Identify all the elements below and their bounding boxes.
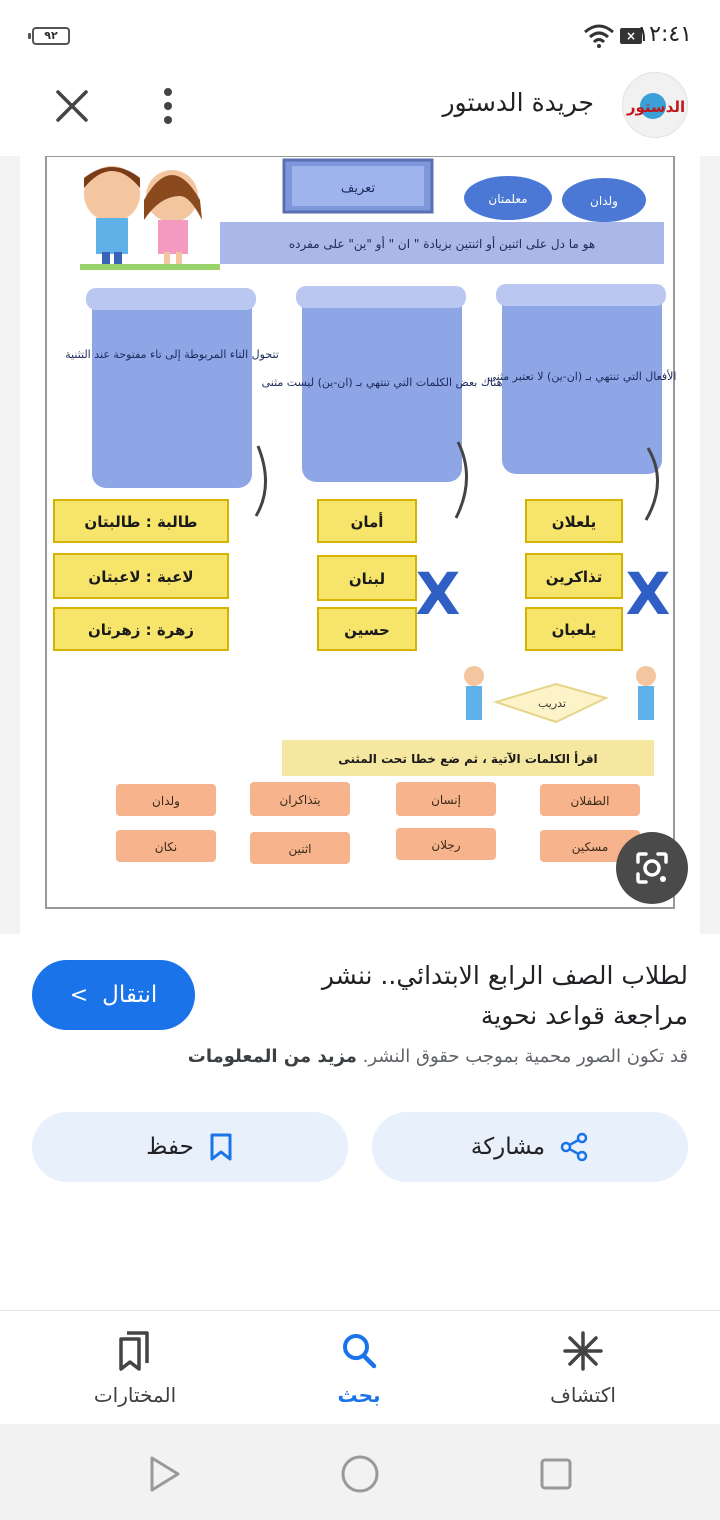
exercise-instruction: اقرأ الكلمات الآتية ، ثم ضع خطا تحت المثنى	[338, 752, 598, 766]
save-button[interactable]	[32, 1112, 348, 1182]
dual-example-3: زهرة : زهرتان	[87, 621, 195, 639]
exercise-word-4: ولدان	[152, 794, 180, 808]
exercise-word-3: يتذاكران	[279, 793, 321, 807]
dual-example-1: طالبة : طالبتان	[84, 513, 198, 531]
result-title[interactable]: لطلاب الصف الرابع الابتدائي.. ننشر مراجعة قواعد نحوية	[321, 961, 688, 1030]
share-button[interactable]	[372, 1112, 688, 1182]
recents-icon[interactable]	[534, 1452, 578, 1496]
card-title: تعريف	[340, 181, 376, 196]
nav-discover[interactable]	[508, 1329, 658, 1419]
cross-mark-2: X	[625, 560, 671, 628]
bottom-navigation	[0, 1310, 720, 1424]
share-icon	[559, 1132, 589, 1162]
source-name[interactable]: جريدة الدستور	[442, 88, 594, 117]
image-preview-area	[0, 156, 720, 934]
worksheet-image	[20, 156, 700, 934]
nav-search-label: بحث	[337, 1383, 381, 1407]
visit-label: انتقال	[102, 982, 158, 1008]
definition-text: هو ما دل على اثنين أو اثنتين بزيادة " ان " أو "ين" على مفرده	[288, 237, 596, 251]
copyright-text: قد تكون الصور محمية بموجب حقوق النشر.	[362, 1046, 688, 1067]
no-sim-icon: ×	[620, 28, 642, 44]
exercise-word-8: نكان	[154, 840, 178, 854]
more-info-link[interactable]: مزيد من المعلومات	[187, 1046, 357, 1067]
source-logo-text: الدستور	[626, 98, 686, 116]
nav-search[interactable]	[284, 1329, 434, 1419]
exercise-word-2: إنسان	[431, 793, 461, 807]
scroll-note-3: تتحول التاء المربوطة إلى تاء مفتوحة عند التثنية	[65, 348, 279, 361]
cross-mark-1: X	[415, 560, 461, 628]
verb-example-1: يلعلان	[551, 513, 597, 531]
nav-discover-label: اكتشاف	[550, 1383, 616, 1407]
home-icon[interactable]	[338, 1452, 382, 1496]
non-dual-word-3: حسين	[344, 621, 390, 639]
scroll-note-2: هناك بعض الكلمات التي تنتهي بـ (ان-ين) ليست مثنى	[261, 376, 503, 389]
exercise-word-6: رجلان	[431, 838, 461, 852]
lens-search-button[interactable]	[616, 832, 688, 904]
collections-icon	[115, 1329, 155, 1373]
verb-example-3: يلعبان	[551, 621, 597, 639]
exercise-word-5: مسكين	[571, 840, 609, 854]
status-bar	[0, 0, 720, 70]
copyright-note	[188, 1046, 688, 1067]
close-icon[interactable]	[52, 86, 92, 126]
scroll-note-1: الأفعال التي تنتهي بـ (ان-ين) لا تعتبر مثنى	[487, 370, 677, 383]
example-top-2: معلمتان	[488, 192, 528, 206]
svg-text:تتحول التاء المربوطة إلى تاء م	[65, 348, 279, 361]
wifi-icon	[584, 24, 614, 48]
viewer-header	[0, 70, 720, 156]
status-time: ١٢:٤١	[637, 22, 692, 47]
nav-collections-label: المختارات	[93, 1383, 177, 1407]
nav-collections[interactable]	[60, 1329, 210, 1419]
save-label: حفظ	[146, 1134, 194, 1160]
asterisk-icon	[561, 1329, 605, 1373]
non-dual-word-1: أمان	[350, 513, 384, 531]
exercise-label: تدريب	[537, 697, 567, 710]
battery-indicator: ٩٢	[32, 27, 70, 45]
dual-example-2: لاعبة : لاعبتان	[88, 568, 194, 586]
svg-text:هناك بعض الكلمات التي تنتهي بـ	[262, 376, 503, 389]
system-navigation-bar	[0, 1424, 720, 1520]
more-options-icon[interactable]	[150, 86, 186, 126]
search-icon	[339, 1329, 379, 1373]
exercise-word-7: اثنين	[288, 842, 312, 856]
source-logo[interactable]	[622, 72, 688, 138]
bookmark-icon	[208, 1132, 234, 1162]
share-label: مشاركة	[470, 1134, 546, 1160]
scroll-left	[65, 288, 279, 516]
visit-button[interactable]	[32, 960, 195, 1030]
exercise-word-1: الطفلان	[570, 794, 610, 808]
source-logo-image	[623, 73, 688, 138]
back-icon[interactable]	[142, 1452, 186, 1496]
example-top-1: ولدان	[590, 194, 618, 208]
chevron-left-icon: <	[69, 982, 89, 1008]
non-dual-word-2: لبنان	[348, 570, 386, 588]
svg-text:الأفعال التي تنتهي بـ (ان-ين)	[487, 369, 676, 383]
preview-image[interactable]	[20, 156, 700, 934]
lens-icon	[616, 832, 688, 904]
verb-example-2: تذاكرين	[545, 568, 603, 586]
